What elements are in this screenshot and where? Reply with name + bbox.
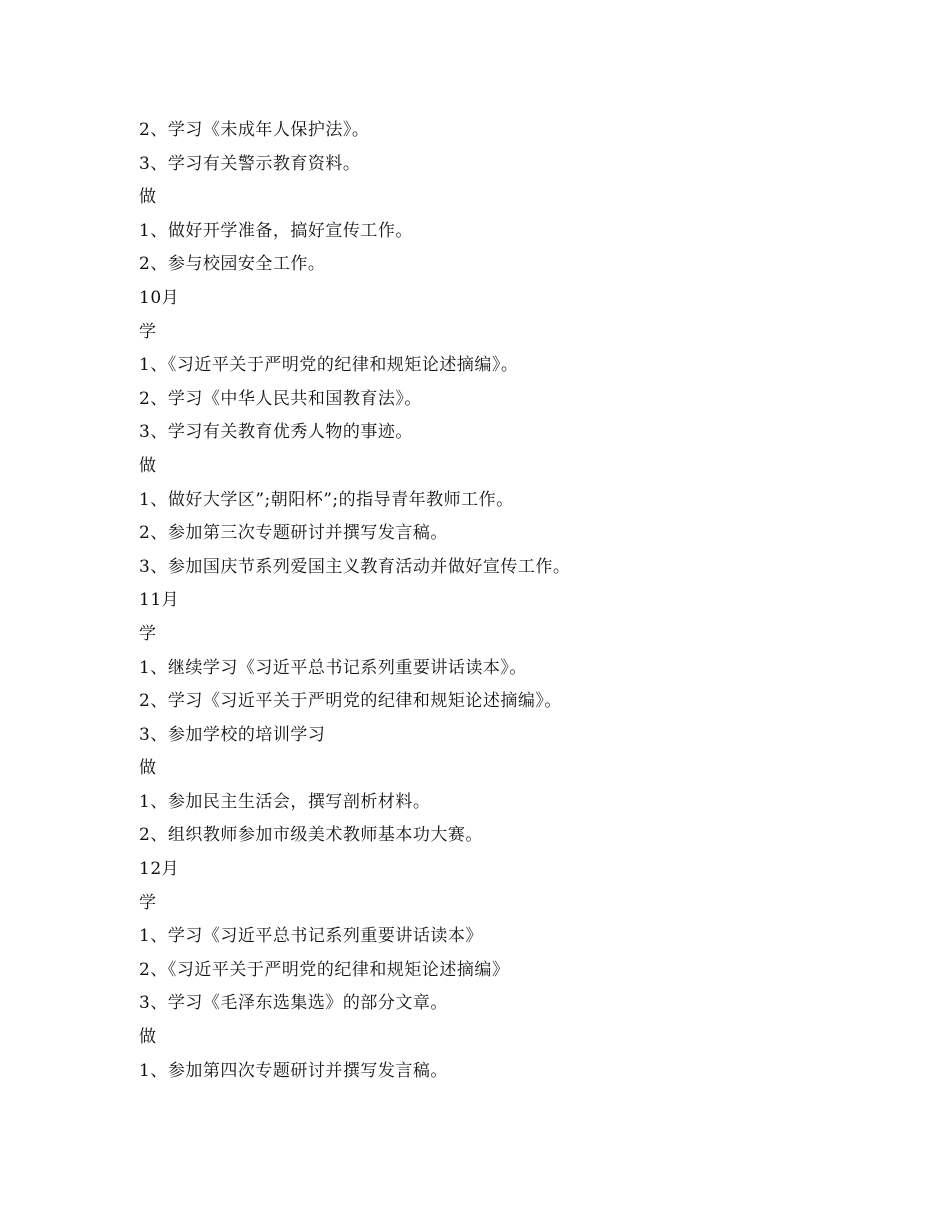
text-line: 3、学习《毛泽东选集选》的部分文章。 <box>139 993 448 1014</box>
text-line: 2、参加第三次专题研讨并撰写发言稿。 <box>139 523 448 544</box>
text-line: 1、做好开学准备，搞好宣传工作。 <box>139 220 413 241</box>
text-line: 2、学习《习近平关于严明党的纪律和规矩论述摘编》。 <box>139 691 562 712</box>
text-line: 2、《习近平关于严明党的纪律和规矩论述摘编》 <box>139 959 510 980</box>
month-heading: 11月 <box>139 590 180 611</box>
text-line: 2、组织教师参加市级美术教师基本功大赛。 <box>139 825 483 846</box>
section-heading-do: 做 <box>139 187 157 208</box>
text-line: 2、学习《未成年人保护法》。 <box>139 120 370 140</box>
section-heading-do: 做 <box>139 758 157 779</box>
section-heading-study: 学 <box>139 623 157 644</box>
section-heading-do: 做 <box>139 1027 157 1048</box>
month-heading: 10月 <box>139 287 180 308</box>
month-heading: 12月 <box>139 859 180 880</box>
text-line: 1、继续学习《习近平总书记系列重要讲话读本》。 <box>139 657 527 678</box>
section-heading-do: 做 <box>139 455 157 476</box>
text-line: 3、参加学校的培训学习 <box>139 724 326 745</box>
text-line: 1、做好大学区”;朝阳杯”;的指导青年教师工作。 <box>139 489 514 510</box>
text-line: 3、学习有关警示教育资料。 <box>139 153 361 174</box>
text-line: 3、学习有关教育优秀人物的事迹。 <box>139 422 413 443</box>
text-line: 1、参加第四次专题研讨并撰写发言稿。 <box>139 1060 448 1081</box>
section-heading-study: 学 <box>139 321 157 342</box>
text-line: 2、学习《中华人民共和国教育法》。 <box>139 388 422 409</box>
document-body <box>139 114 859 1088</box>
text-line: 1、学习《习近平总书记系列重要讲话读本》 <box>139 926 483 947</box>
text-line: 2、参与校园安全工作。 <box>139 254 326 275</box>
section-heading-study: 学 <box>139 892 157 913</box>
text-line: 1、参加民主生活会，撰写剖析材料。 <box>139 791 431 812</box>
text-line: 3、参加国庆节系列爱国主义教育活动并做好宣传工作。 <box>139 556 571 577</box>
text-line: 1、《习近平关于严明党的纪律和规矩论述摘编》。 <box>139 355 519 376</box>
